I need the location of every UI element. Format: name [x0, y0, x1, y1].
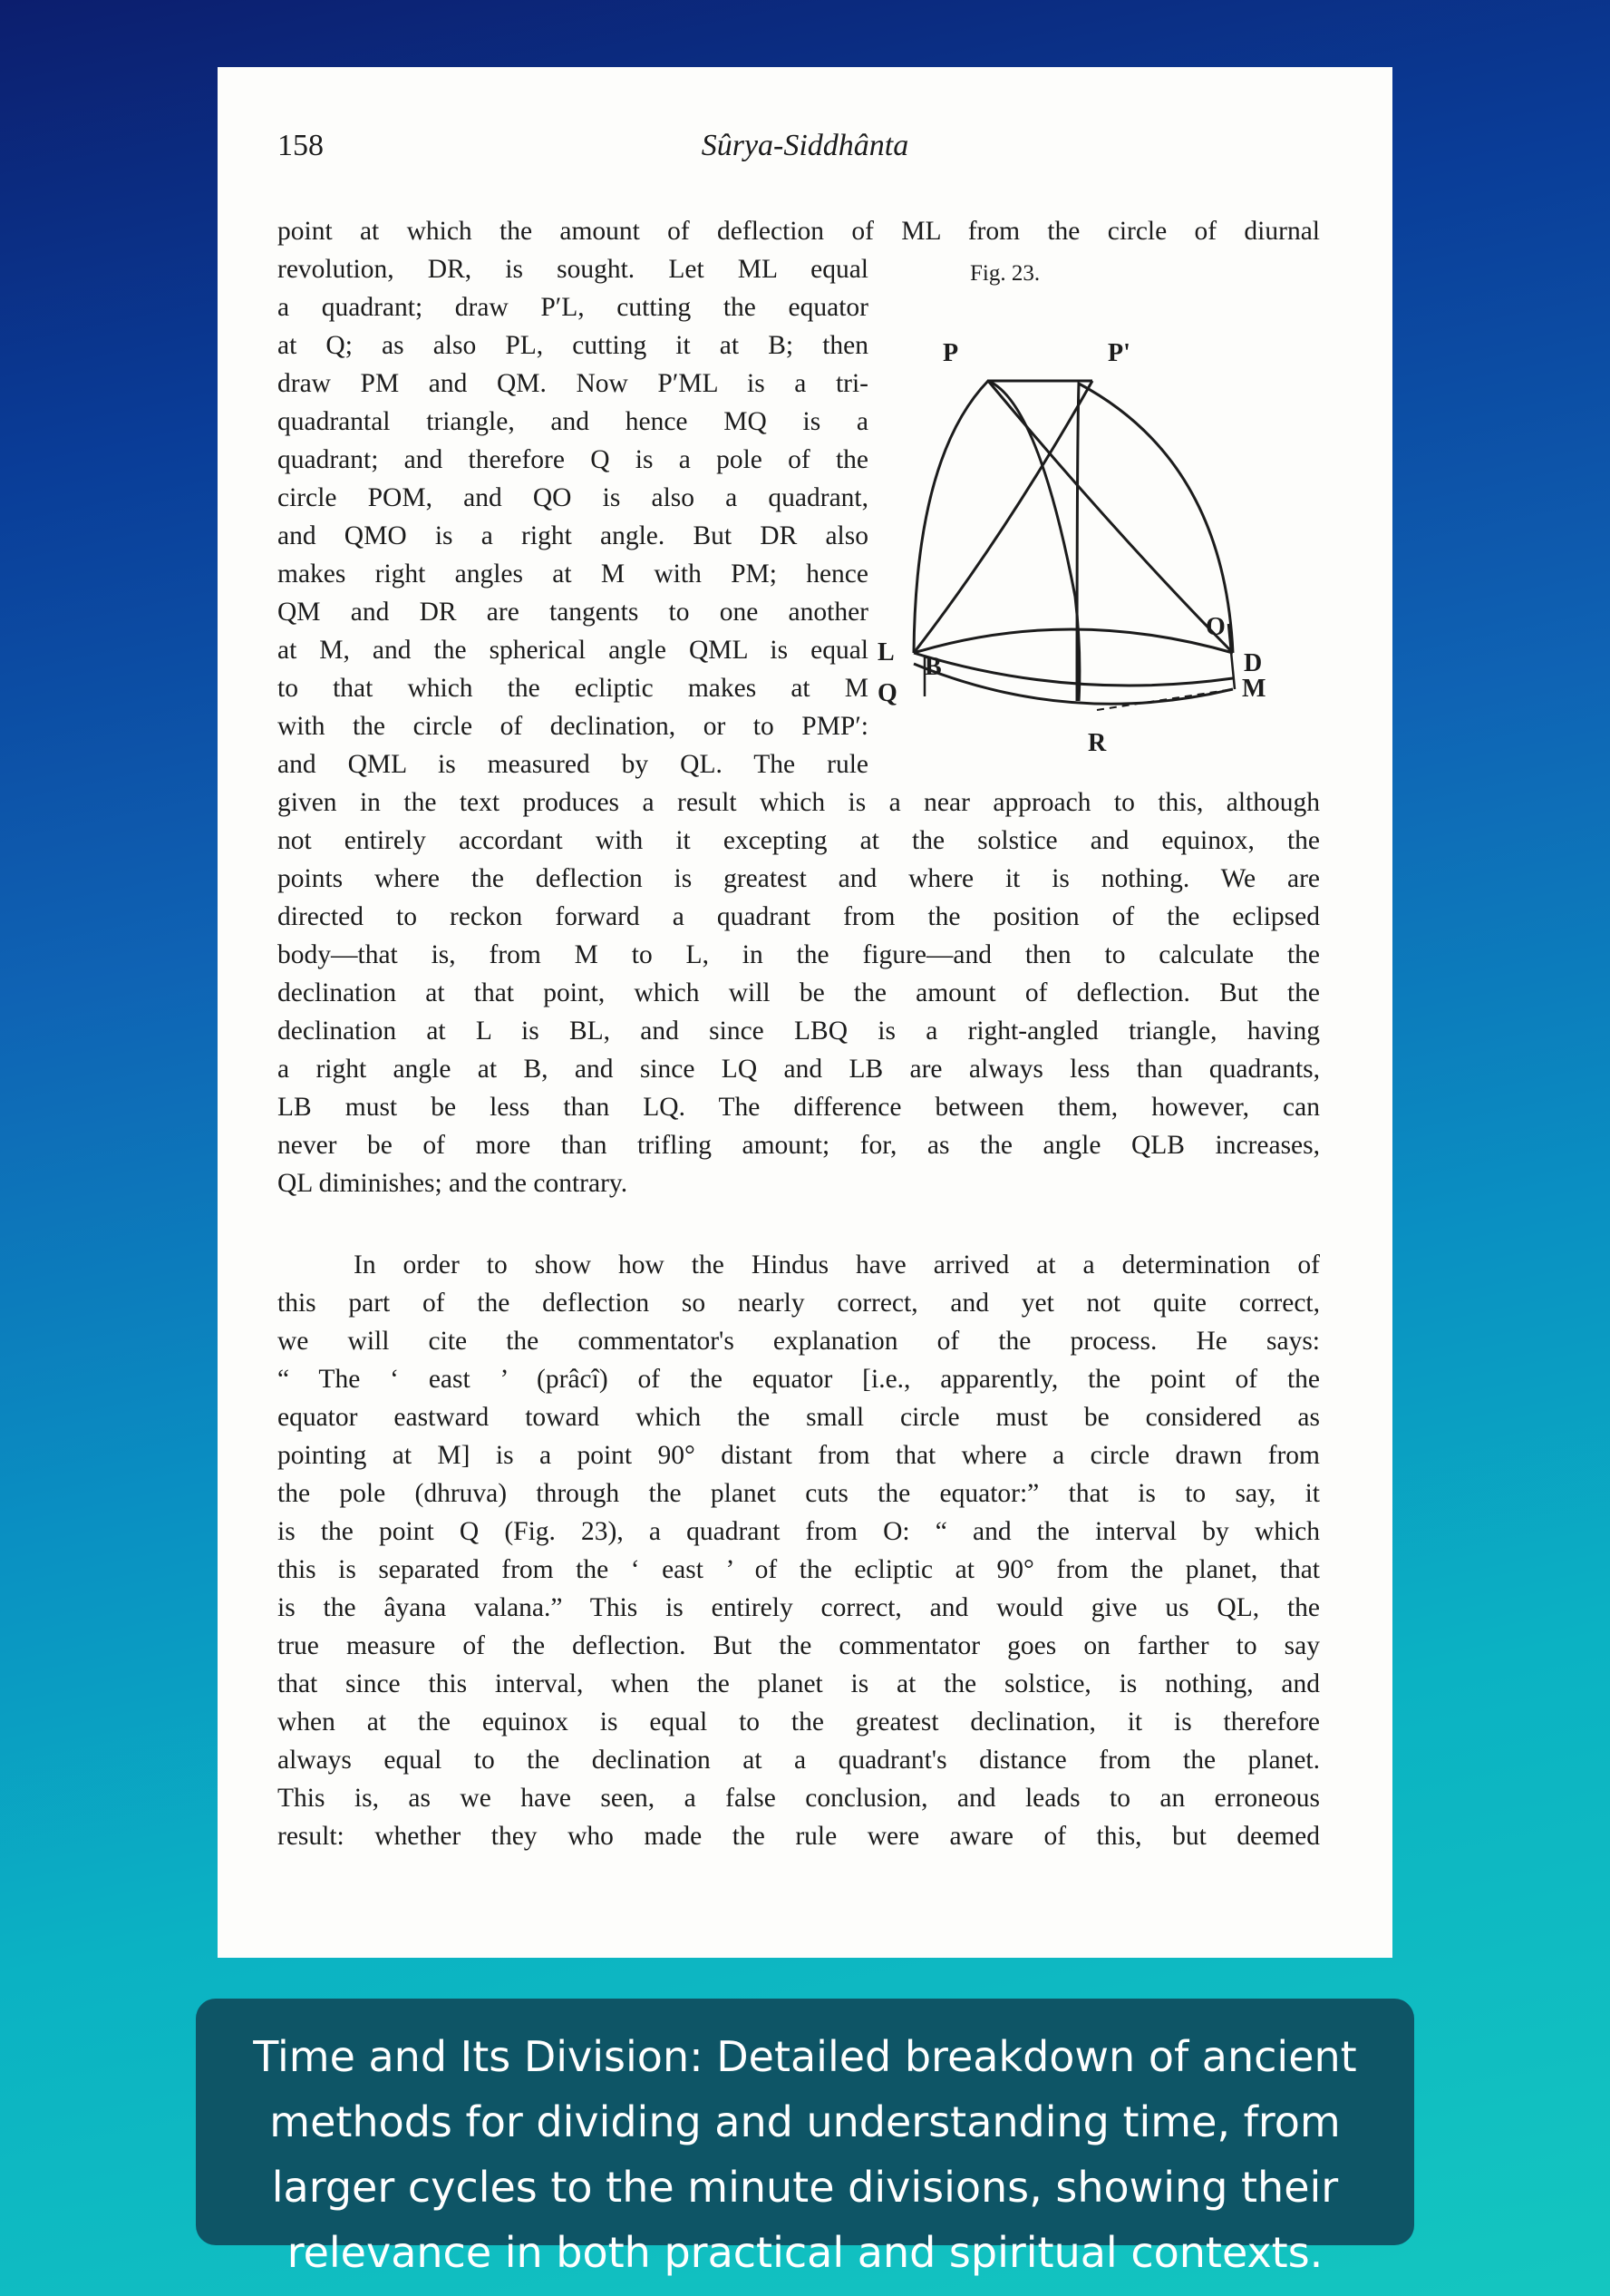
text-line: this is separated from the ‘ east ’ of the ecliptic at 90° from the planet, that [277, 1555, 1320, 1584]
text-line: points where the deflection is greatest and where it is nothing. We are [277, 864, 1320, 893]
text-line: revolution, DR, is sought. Let ML equal [277, 255, 868, 284]
text-line: declination at that point, which will be the amount of deflection. But the [277, 978, 1320, 1007]
text-line: In order to show how the Hindus have arrived at a determination of [354, 1250, 1320, 1279]
text-line: quadrant; and therefore Q is a pole of the [277, 445, 868, 474]
text-line: declination at L is BL, and since LBQ is a right-angled triangle, having [277, 1017, 1320, 1046]
text-line: that since this interval, when the planet is at the solstice, is nothing, and [277, 1669, 1320, 1698]
text-line: circle POM, and QO is also a quadrant, [277, 483, 868, 512]
text-line: the pole (dhruva) through the planet cuts the equator:” that is to say, it [277, 1479, 1320, 1508]
circle-arc-right [1077, 384, 1233, 701]
text-line: pointing at M] is a point 90° distant from that where a circle drawn from [277, 1441, 1320, 1470]
label-m: M [1242, 675, 1266, 703]
text-line: not entirely accordant with it excepting at the solstice and equinox, the [277, 826, 1320, 855]
text-line: always equal to the declination at a quadrant's distance from the planet. [277, 1746, 1320, 1775]
text-line: at M, and the spherical angle QML is equal [277, 636, 868, 665]
text-line: when at the equinox is equal to the greatest declination, it is therefore [277, 1707, 1320, 1737]
text-line: makes right angles at M with PM; hence [277, 559, 868, 589]
text-line: QL diminishes; and the contrary. [277, 1169, 628, 1198]
figure-caption: Fig. 23. [970, 261, 1041, 286]
text-wrapped-around-figure [277, 250, 868, 783]
text-line: result: whether they who made the rule were aware of this, but deemed [277, 1822, 1320, 1851]
label-p-prime: P' [1108, 339, 1130, 367]
text-line: directed to reckon forward a quadrant from the position of the eclipsed [277, 902, 1320, 931]
label-r: R [1088, 729, 1107, 757]
text-line: this part of the deflection so nearly correct, and yet not quite correct, [277, 1289, 1320, 1318]
text-line: This is, as we have seen, a false conclusion, and leads to an erroneous [277, 1784, 1320, 1813]
text-line: draw PM and QM. Now P′ML is a tri- [277, 369, 868, 398]
text-line: we will cite the commentator's explanation of the process. He says: [277, 1327, 1320, 1356]
text-line: is the point Q (Fig. 23), a quadrant from O: “ and the interval by which [277, 1517, 1320, 1546]
text-line: to that which the ecliptic makes at M [277, 674, 868, 703]
text-line: LB must be less than LQ. The difference between them, however, can [277, 1093, 1320, 1122]
caption-line: Time and Its Division: Detailed breakdown of ancient [253, 2032, 1357, 2081]
label-b: B [925, 653, 942, 681]
paragraph-2 [277, 1246, 1320, 1855]
label-o: O [1206, 613, 1226, 641]
label-p: P [943, 339, 959, 367]
page-header [277, 129, 1333, 174]
figure-23 [870, 261, 1287, 787]
text-line: quadrantal triangle, and hence MQ is a [277, 407, 868, 436]
caption-line: relevance in both practical and spiritual contexts. [286, 2228, 1324, 2277]
caption-line: methods for dividing and understanding time, from [269, 2097, 1341, 2146]
caption-line: larger cycles to the minute divisions, showing their [271, 2163, 1339, 2212]
text-line: body—that is, from M to L, in the figure—and then to calculate the [277, 940, 1320, 969]
text-line: QM and DR are tangents to one another [277, 598, 868, 627]
text-line: given in the text produces a result which is a near approach to this, although [277, 788, 1320, 817]
text-line: at Q; as also PL, cutting it at B; then [277, 331, 868, 360]
label-d: D [1244, 649, 1263, 677]
text-line: with the circle of declination, or to PMP′: [277, 712, 868, 741]
text-line: true measure of the deflection. But the commentator goes on farther to say [277, 1631, 1320, 1660]
text-line: equator eastward toward which the small circle must be considered as [277, 1403, 1320, 1432]
text-line: point at which the amount of deflection of ML from the circle of diurnal [277, 217, 1320, 246]
text-line: a right angle at B, and since LQ and LB are always less than quadrants, [277, 1055, 1320, 1084]
text-line: a quadrant; draw P′L, cutting the equator [277, 293, 868, 322]
book-page [218, 67, 1392, 1958]
spherical-triangle-diagram [870, 297, 1287, 787]
arc-p-prime-l [914, 381, 1092, 653]
text-line: is the âyana valana.” This is entirely correct, and would give us QL, the [277, 1593, 1320, 1622]
label-l: L [878, 638, 895, 666]
text-line: and QMO is a right angle. But DR also [277, 521, 868, 550]
tangent-dr [1097, 689, 1233, 710]
page-number: 158 [277, 129, 324, 162]
running-title: Sûrya-Siddhânta [701, 129, 909, 162]
arc-lbq-o [914, 629, 1233, 653]
text-line: never be of more than trifling amount; for, as the angle QLB increases, [277, 1131, 1320, 1160]
text-line: and QML is measured by QL. The rule [277, 750, 868, 779]
label-q: Q [878, 679, 897, 707]
text-line: “ The ‘ east ’ (prâcî) of the equator [i.e., apparently, the point of the [277, 1365, 1320, 1394]
caption-box [196, 1999, 1414, 2277]
